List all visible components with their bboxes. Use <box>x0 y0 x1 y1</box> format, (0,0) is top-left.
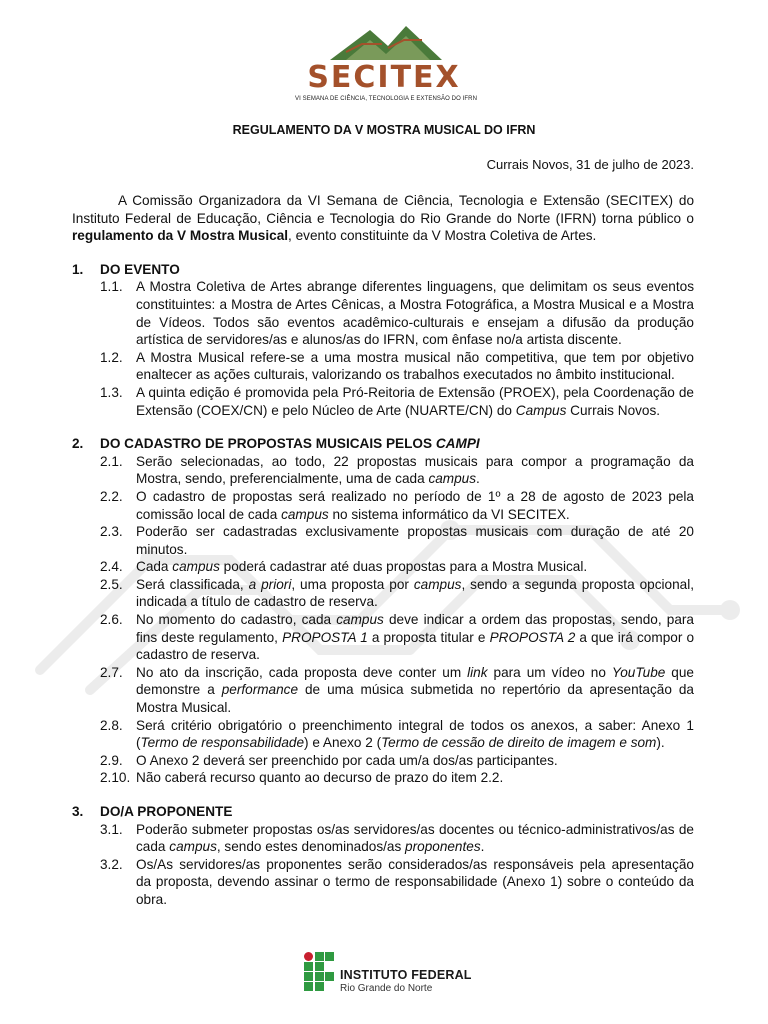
list-item <box>72 611 694 664</box>
section-heading <box>72 803 694 821</box>
italic-text: campus <box>336 612 384 628</box>
text-run: poderá cadastrar até duas propostas para a Mostra Musical. <box>219 559 588 575</box>
text-run: que demonstre a <box>136 664 694 698</box>
secitex-logo <box>286 22 486 102</box>
text-run: . <box>480 839 485 855</box>
text-run: No momento do cadastro, cada <box>136 612 337 628</box>
text-run: , uma proposta por <box>291 576 414 592</box>
text-run: Os/As servidores/as proponentes serão considerados/as responsáveis pela apresentação da proposta, devendo assinar o termo de responsabilidade (Anexo 1) sobre o conteúdo da obra. <box>136 856 694 907</box>
document-title: REGULAMENTO DA V MOSTRA MUSICAL DO IFRN <box>232 123 536 137</box>
italic-text: campus <box>169 839 217 855</box>
if-logo-icon <box>304 952 334 992</box>
item-text <box>136 278 694 348</box>
text-run: Poderão ser cadastradas exclusivamente propostas musicais com duração de até 20 minutos. <box>136 524 694 557</box>
list-item <box>72 821 694 856</box>
text-run: , evento constituinte da V Mostra Coletiva de Artes. <box>288 228 597 244</box>
item-number: 2.4. <box>100 559 123 575</box>
item-number: 1.2. <box>100 349 123 365</box>
item-number: 2.2. <box>100 488 123 504</box>
list-item <box>72 523 694 558</box>
section-number: 1. <box>72 261 84 277</box>
section-title <box>100 261 180 279</box>
item-number: 2.9. <box>100 752 123 768</box>
italic-text: Termo de cessão de direito de imagem e som <box>381 735 657 751</box>
item-text <box>136 752 694 770</box>
italic-text: PROPOSTA 2 <box>489 629 576 645</box>
section <box>72 261 694 419</box>
section-title <box>100 803 232 821</box>
text-run: Será critério obrigatório o preenchimento integral de todos os anexos, a saber: Anexo 1 ( <box>136 717 694 751</box>
text-run: ). <box>656 735 665 751</box>
item-number: 3.2. <box>100 856 123 872</box>
section <box>72 435 694 787</box>
text-run: Poderão submeter propostas os/as servidores/as docentes ou técnico-administrativos/as de cada <box>136 821 694 855</box>
text-run: A Mostra Coletiva de Artes abrange diferentes linguagens, que delimitam os seus eventos constituintes: a Mostra de Artes Cênicas, a Mostra Fotográfica, a Mostra Musical e a Mostra de Vídeos. Todos são eventos acadêmico-culturais e ensejam a difusão da produção artística de servidores/as e alunos/as do IFRN, com ênfase no/a artista discente. <box>136 279 694 348</box>
italic-text: campus <box>428 471 477 487</box>
document-body <box>72 192 694 909</box>
text-run: , sendo a segunda proposta opcional, indicada a título de cadastro de reserva. <box>136 576 694 610</box>
item-number: 2.1. <box>100 453 123 469</box>
italic-text: proponentes <box>405 839 481 855</box>
italic-text: Termo de responsabilidade <box>140 735 305 751</box>
section <box>72 803 694 909</box>
italic-text: campus <box>281 506 329 522</box>
item-number: 2.8. <box>100 717 123 733</box>
text-run: DO EVENTO <box>100 261 180 277</box>
text-run: para um vídeo no <box>487 664 612 680</box>
list-item <box>72 576 694 611</box>
item-number: 2.10. <box>100 770 131 786</box>
circuit-mountain-icon <box>326 22 446 62</box>
item-number: 2.6. <box>100 612 123 628</box>
italic-text: campus <box>172 559 220 575</box>
item-number: 2.3. <box>100 524 123 540</box>
item-text <box>136 488 694 523</box>
bold-text: regulamento da V Mostra Musical <box>72 228 289 244</box>
text-run: a proposta titular e <box>367 629 490 645</box>
italic-text: YouTube <box>611 664 666 680</box>
list-item <box>72 349 694 384</box>
text-run: O cadastro de propostas será realizado no período de 1º a 28 de agosto de 2023 pela comissão local de cada <box>136 488 694 522</box>
brand-title: SECITEX <box>307 60 461 95</box>
list-item <box>72 752 694 770</box>
text-run: Serão selecionadas, ao todo, 22 propostas musicais para compor a programação da Mostra, sendo, preferencialmente, uma de cada <box>136 453 694 487</box>
item-text <box>136 349 694 384</box>
text-run: Cada <box>136 559 173 575</box>
list-item <box>72 664 694 717</box>
italic-text: CAMPI <box>435 436 480 452</box>
item-text <box>136 821 694 856</box>
text-run: , sendo estes denominados/as <box>216 839 406 855</box>
text-run: Não caberá recurso quanto ao decurso de prazo do item 2.2. <box>136 770 504 786</box>
list-item <box>72 717 694 752</box>
item-number: 1.3. <box>100 384 123 400</box>
text-run: a que irá compor o cadastro de reserva. <box>136 629 695 663</box>
item-text <box>136 558 694 576</box>
section-number: 3. <box>72 804 84 819</box>
text-run: A quinta edição é promovida pela Pró-Reitoria de Extensão (PROEX), pela Coordenação de Extensão (COEX/CN) e pelo Núcleo de Arte (NUARTE/CN) do <box>136 384 694 418</box>
list-item <box>72 278 694 348</box>
item-number: 2.7. <box>100 664 123 680</box>
text-run: A Comissão Organizadora da VI Semana de Ciência, Tecnologia e Extensão (SECITEX) do Instituto Federal de Educação, Ciência e Tecnologia do Rio Grande do Norte (IFRN) torna público o <box>72 193 694 226</box>
brand-subtitle: VI SEMANA DE CIÊNCIA, TECNOLOGIA E EXTENSÃO DO IFRN <box>294 96 478 102</box>
italic-text: link <box>467 664 488 680</box>
intro-paragraph <box>72 192 694 245</box>
list-item <box>72 856 694 909</box>
item-number: 1.1. <box>100 279 123 295</box>
text-run: Currais Novos. <box>566 402 661 418</box>
item-text <box>136 717 694 752</box>
section-heading <box>72 261 694 279</box>
text-run: no sistema informático da VI SECITEX. <box>328 506 570 522</box>
text-run: No ato da inscrição, cada proposta deve conter um <box>136 664 468 680</box>
item-text <box>136 523 694 558</box>
list-item <box>72 558 694 576</box>
institution-campus: Rio Grande do Norte <box>340 983 433 994</box>
sections-list <box>72 261 694 909</box>
text-run: A Mostra Musical refere-se a uma mostra musical não competitiva, que tem por objetivo enaltecer as ações culturais, valorizando os trabalhos executados no âmbito institucional. <box>136 349 694 383</box>
text-run: deve indicar a ordem das propostas, sendo, para fins deste regulamento, <box>136 612 694 645</box>
list-item <box>72 384 694 419</box>
text-run: DO/A PROPONENTE <box>100 804 233 819</box>
list-item <box>72 769 694 787</box>
italic-text: PROPOSTA 1 <box>282 629 368 645</box>
text-run: O Anexo 2 deverá ser preenchido por cada um/a dos/as participantes. <box>136 752 558 768</box>
document-date: Currais Novos, 31 de julho de 2023. <box>486 157 694 172</box>
institution-name: INSTITUTO FEDERAL <box>340 968 472 982</box>
item-number: 2.5. <box>100 576 123 592</box>
text-run: Será classificada, <box>136 576 249 592</box>
ifrn-logo <box>304 952 474 998</box>
section-title <box>100 435 480 453</box>
list-item <box>72 488 694 523</box>
italic-text: a priori <box>248 576 292 592</box>
italic-text: performance <box>221 682 299 698</box>
italic-text: Campus <box>515 402 567 418</box>
section-number: 2. <box>72 436 84 452</box>
list-item <box>72 453 694 488</box>
text-run: de uma música submetida no repertório da apresentação da Mostra Musical. <box>136 682 694 716</box>
item-text <box>136 576 694 611</box>
item-number: 3.1. <box>100 821 123 837</box>
text-run: . <box>476 471 480 487</box>
text-run: DO CADASTRO DE PROPOSTAS MUSICAIS PELOS <box>100 436 436 452</box>
item-text <box>136 384 694 419</box>
italic-text: campus <box>413 576 462 592</box>
section-heading <box>72 435 694 453</box>
item-text <box>136 664 694 717</box>
item-text <box>136 611 694 664</box>
item-text <box>136 453 694 488</box>
text-run: ) e Anexo 2 ( <box>304 735 382 751</box>
item-text <box>136 856 694 909</box>
item-text <box>136 769 694 787</box>
